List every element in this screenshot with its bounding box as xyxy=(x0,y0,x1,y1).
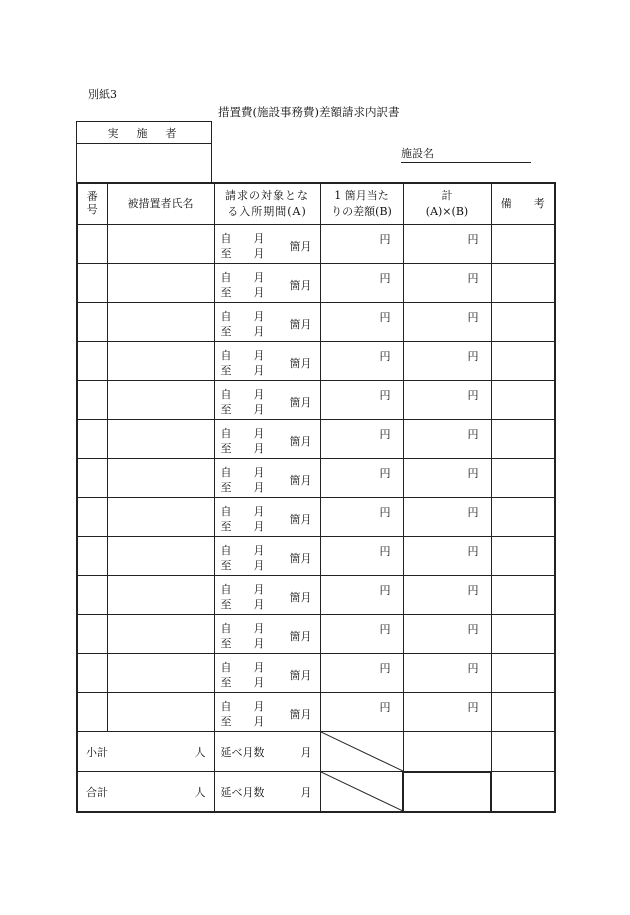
remarks-cell[interactable] xyxy=(491,615,555,654)
table-row xyxy=(77,303,555,342)
table-row xyxy=(77,264,555,303)
table-row xyxy=(77,498,555,537)
subtotal-remarks-cell[interactable] xyxy=(491,732,555,772)
month-unit: 月 xyxy=(300,785,312,799)
period-cell[interactable]: 自 月 至 月 箇月 xyxy=(214,576,320,615)
table-row xyxy=(77,693,555,732)
difference-cell[interactable]: 円 xyxy=(320,459,403,498)
remarks-cell[interactable] xyxy=(491,225,555,264)
name-cell[interactable] xyxy=(107,381,214,420)
total-cell[interactable]: 円 xyxy=(403,381,491,420)
diagonal-line xyxy=(321,732,403,771)
total-cell[interactable]: 円 xyxy=(403,615,491,654)
period-cell[interactable]: 自 月 至 月 箇月 xyxy=(214,498,320,537)
subtotal-persons-cell[interactable] xyxy=(77,732,214,772)
number-cell[interactable] xyxy=(77,693,107,732)
name-cell[interactable] xyxy=(107,303,214,342)
total-cell[interactable]: 円 xyxy=(403,342,491,381)
remarks-cell[interactable] xyxy=(491,576,555,615)
period-cell[interactable]: 自 月 至 月 箇月 xyxy=(214,420,320,459)
facility-name-label: 施設名 xyxy=(401,145,531,163)
total-remarks-cell[interactable] xyxy=(491,772,555,813)
table-row xyxy=(77,615,555,654)
difference-cell[interactable]: 円 xyxy=(320,498,403,537)
name-cell[interactable] xyxy=(107,420,214,459)
difference-cell[interactable]: 円 xyxy=(320,537,403,576)
total-row xyxy=(77,772,555,813)
remarks-cell[interactable] xyxy=(491,654,555,693)
difference-cell[interactable]: 円 xyxy=(320,342,403,381)
number-cell[interactable] xyxy=(77,459,107,498)
total-cell[interactable]: 円 xyxy=(403,459,491,498)
number-cell[interactable] xyxy=(77,264,107,303)
number-cell[interactable] xyxy=(77,654,107,693)
total-cell[interactable]: 円 xyxy=(403,693,491,732)
number-cell[interactable] xyxy=(77,498,107,537)
difference-cell[interactable]: 円 xyxy=(320,420,403,459)
header-number: 番 号 xyxy=(77,183,107,225)
table-row xyxy=(77,537,555,576)
subtotal-months-cell[interactable] xyxy=(214,732,320,772)
number-cell[interactable] xyxy=(77,537,107,576)
period-cell[interactable]: 自 月 至 月 箇月 xyxy=(214,693,320,732)
period-cell[interactable]: 自 月 至 月 箇月 xyxy=(214,264,320,303)
document-title: 措置費(施設事務費)差額請求内訳書 xyxy=(218,105,400,119)
breakdown-table xyxy=(76,182,556,813)
remarks-cell[interactable] xyxy=(491,537,555,576)
total-cell[interactable]: 円 xyxy=(403,225,491,264)
number-cell[interactable] xyxy=(77,420,107,459)
period-cell[interactable]: 自 月 至 月 箇月 xyxy=(214,537,320,576)
remarks-cell[interactable] xyxy=(491,420,555,459)
number-cell[interactable] xyxy=(77,225,107,264)
header-total: 計 (A)×(B) xyxy=(403,183,491,225)
period-cell[interactable]: 自 月 至 月 箇月 xyxy=(214,342,320,381)
table-row xyxy=(77,654,555,693)
difference-cell[interactable]: 円 xyxy=(320,225,403,264)
period-cell[interactable]: 自 月 至 月 箇月 xyxy=(214,303,320,342)
table-row xyxy=(77,459,555,498)
document-label: 別紙3 xyxy=(88,88,117,101)
total-cell[interactable]: 円 xyxy=(403,537,491,576)
difference-cell[interactable]: 円 xyxy=(320,303,403,342)
implementer-box xyxy=(76,121,212,182)
months-label: 延べ月数 xyxy=(220,745,265,759)
difference-cell[interactable]: 円 xyxy=(320,576,403,615)
period-cell[interactable]: 自 月 至 月 箇月 xyxy=(214,381,320,420)
subtotal-label: 小計 xyxy=(86,745,108,759)
number-cell[interactable] xyxy=(77,381,107,420)
remarks-cell[interactable] xyxy=(491,381,555,420)
difference-cell[interactable]: 円 xyxy=(320,381,403,420)
total-label: 合計 xyxy=(86,785,108,799)
name-cell[interactable] xyxy=(107,537,214,576)
person-unit: 人 xyxy=(194,745,206,759)
difference-cell[interactable]: 円 xyxy=(320,693,403,732)
remarks-cell[interactable] xyxy=(491,264,555,303)
remarks-cell[interactable] xyxy=(491,342,555,381)
table-row xyxy=(77,342,555,381)
difference-cell[interactable]: 円 xyxy=(320,654,403,693)
name-cell[interactable] xyxy=(107,576,214,615)
remarks-cell[interactable] xyxy=(491,303,555,342)
total-persons-cell[interactable] xyxy=(77,772,214,813)
period-cell[interactable]: 自 月 至 月 箇月 xyxy=(214,654,320,693)
header-difference: 1 箇月当た りの差額(B) xyxy=(320,183,403,225)
name-cell[interactable] xyxy=(107,615,214,654)
header-name: 被措置者氏名 xyxy=(107,183,214,225)
total-cell[interactable]: 円 xyxy=(403,303,491,342)
remarks-cell[interactable] xyxy=(491,498,555,537)
remarks-cell[interactable] xyxy=(491,459,555,498)
implementer-label: 実施者 xyxy=(77,122,211,144)
number-cell[interactable] xyxy=(77,615,107,654)
person-unit: 人 xyxy=(194,785,206,799)
subtotal-row xyxy=(77,732,555,772)
total-cell[interactable]: 円 xyxy=(403,498,491,537)
name-cell[interactable] xyxy=(107,498,214,537)
subtotal-amount-cell[interactable] xyxy=(403,732,491,772)
remarks-cell[interactable] xyxy=(491,693,555,732)
name-cell[interactable] xyxy=(107,693,214,732)
name-cell[interactable] xyxy=(107,225,214,264)
number-cell[interactable] xyxy=(77,342,107,381)
subtotal-crossed-cell xyxy=(320,732,403,772)
table-row xyxy=(77,576,555,615)
table-row xyxy=(77,420,555,459)
difference-cell[interactable]: 円 xyxy=(320,264,403,303)
name-cell[interactable] xyxy=(107,654,214,693)
name-cell[interactable] xyxy=(107,264,214,303)
total-cell[interactable]: 円 xyxy=(403,576,491,615)
period-cell[interactable]: 自 月 至 月 箇月 xyxy=(214,225,320,264)
table-row xyxy=(77,225,555,264)
total-months-cell[interactable] xyxy=(214,772,320,813)
months-label: 延べ月数 xyxy=(220,785,265,799)
total-cell[interactable]: 円 xyxy=(403,264,491,303)
period-cell[interactable]: 自 月 至 月 箇月 xyxy=(214,615,320,654)
total-cell[interactable]: 円 xyxy=(403,420,491,459)
name-cell[interactable] xyxy=(107,342,214,381)
total-amount-cell[interactable] xyxy=(403,772,491,813)
diagonal-line xyxy=(321,772,403,811)
total-cell[interactable]: 円 xyxy=(403,654,491,693)
number-cell[interactable] xyxy=(77,576,107,615)
name-cell[interactable] xyxy=(107,459,214,498)
header-remarks: 備 考 xyxy=(491,183,555,225)
month-unit: 月 xyxy=(300,745,312,759)
period-cell[interactable]: 自 月 至 月 箇月 xyxy=(214,459,320,498)
table-row xyxy=(77,381,555,420)
difference-cell[interactable]: 円 xyxy=(320,615,403,654)
number-cell[interactable] xyxy=(77,303,107,342)
table-header-row xyxy=(77,183,555,225)
header-period: 請求の対象とな る入所期間(A) xyxy=(214,183,320,225)
total-crossed-cell xyxy=(320,772,403,813)
